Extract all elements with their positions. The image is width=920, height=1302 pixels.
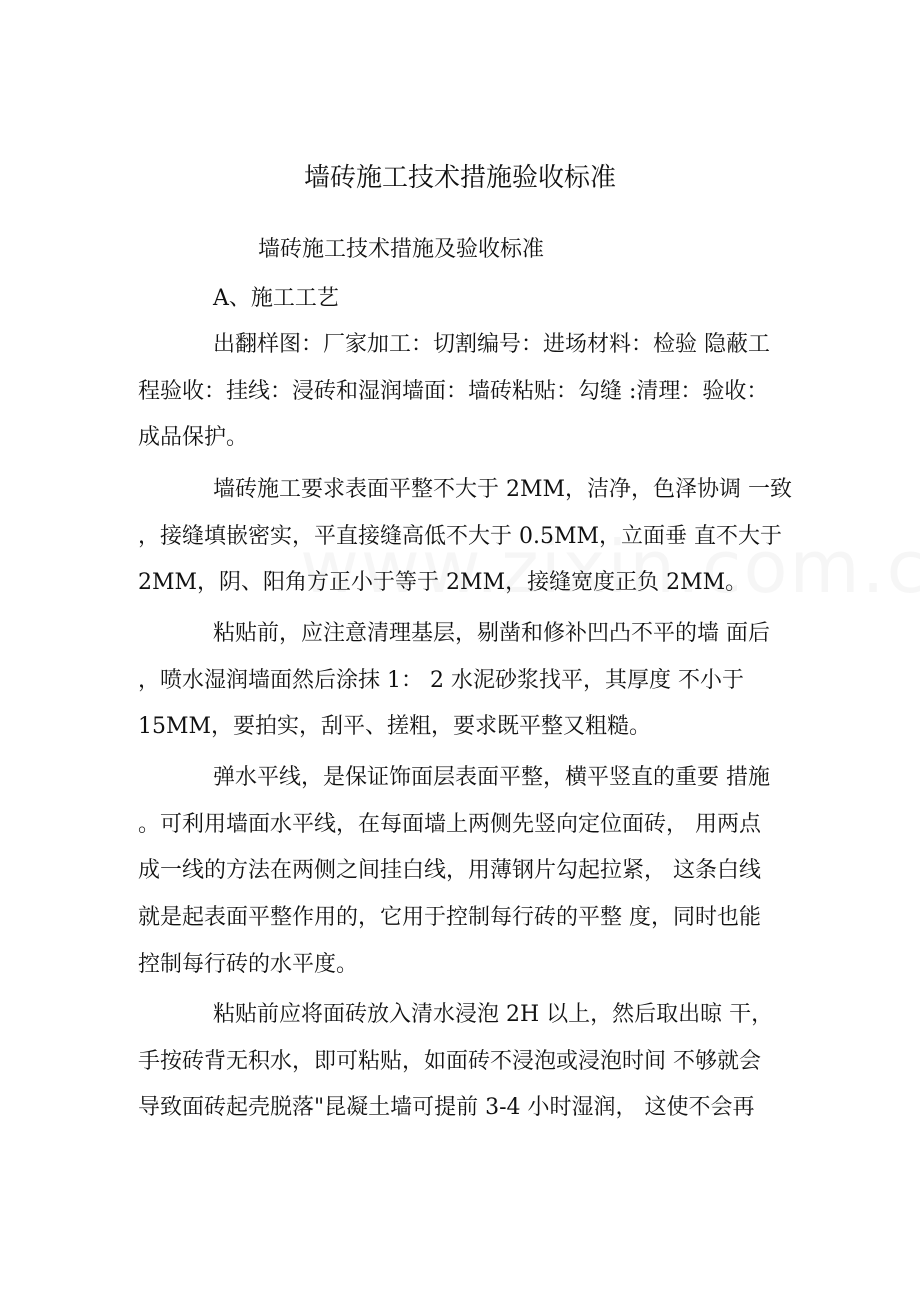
paragraph-line: 2MM，阴、阳角方正小于等于 2MM，接缝宽度正负 2MM。 [138,570,748,596]
paragraph-line: 成一线的方法在两侧之间挂白线，用薄钢片勾起拉紧， 这条白线 [138,858,761,884]
paragraph-line: 墙砖施工要求表面平整不大于 2MM，洁净，色泽协调 一致 [213,477,793,502]
paragraph-soaking [138,992,810,1132]
paragraph-line: 15MM，要拍实，刮平、搓粗，要求既平整又粗糙。 [138,714,652,740]
document-subtitle: 墙砖施工技术措施及验收标准 [258,237,545,262]
paragraph-line: 粘贴前，应注意清理基层，剔凿和修补凹凸不平的墙 面后 [213,621,770,646]
paragraph-process-steps [138,322,810,462]
document-title: 墙砖施工技术措施验收标准 [303,163,616,193]
paragraph-line: 程验收：挂线：浸砖和湿润墙面：墙砖粘贴：勾缝 :清理：验收： [138,378,769,404]
paragraph-line: 。可利用墙面水平线，在每面墙上两侧先竖向定位面砖， 用两点 [138,811,761,837]
paragraph-line: ，接缝填嵌密实，平直接缝高低不大于 0.5MM，立面垂 直不大于 [138,523,783,549]
paragraph-line: 弹水平线，是保证饰面层表面平整，横平竖直的重要 措施 [213,765,770,790]
paragraph-line: 导致面砖起壳脱落"昆凝土墙可提前 3-4 小时湿润， 这使不会再 [138,1095,755,1121]
paragraph-line: ，喷水湿润墙面然后涂抹 1： 2 水泥砂浆找平，其厚度 不小于 [138,667,744,693]
paragraph-line: 就是起表面平整作用的，它用于控制每行砖的平整 度，同时也能 [138,905,761,931]
paragraph-line: 粘贴前应将面砖放入清水浸泡 2H 以上，然后取出晾 干， [213,1002,774,1027]
paragraph-line: 手按砖背无积水，即可粘贴，如面砖不浸泡或浸泡时间 不够就会 [138,1048,761,1074]
paragraph-line: 出翻样图：厂家加工：切割编号：进场材料：检验 隐蔽工 [213,332,770,357]
paragraph-leveling-line [138,755,810,988]
paragraph-base-preparation [138,611,810,751]
section-heading-a: A、施工工艺 [213,286,339,311]
paragraph-line: 成品保护。 [138,425,249,451]
paragraph-line: 控制每行砖的水平度。 [138,951,359,977]
paragraph-requirements [138,467,810,607]
